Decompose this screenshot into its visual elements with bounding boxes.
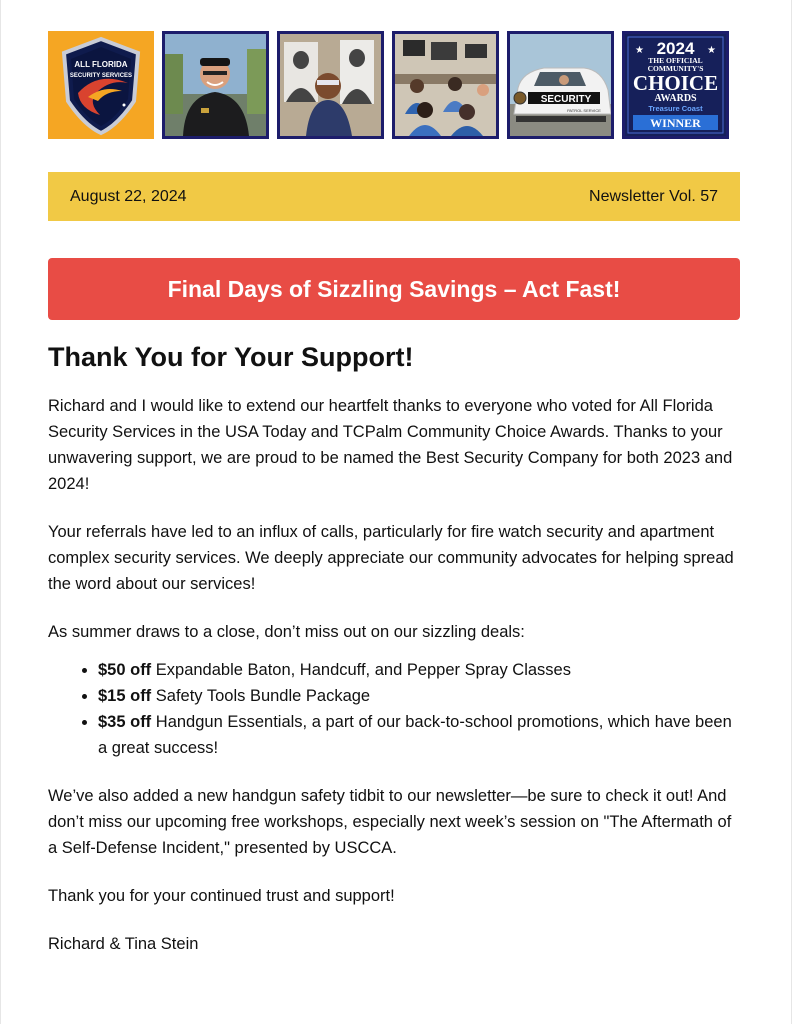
car-sign-text: SECURITY xyxy=(540,94,592,105)
photo-target-practice[interactable] xyxy=(277,31,384,139)
classroom-photo-icon xyxy=(395,34,496,136)
paragraph-workshops: We’ve also added a new handgun safety tidbit to our newsletter—be sure to check it out! And don’t miss our upcoming free workshops, especially next week’s session on "The Aftermath of a Self-Defense Incident," presented by USCCA. xyxy=(48,787,732,857)
logo-text-bottom: SECURITY SERVICES xyxy=(69,73,133,79)
award-choice: CHOICE xyxy=(632,71,719,95)
target-photo-icon xyxy=(280,34,381,136)
award-awards: AWARDS xyxy=(654,93,697,104)
svg-text:★: ★ xyxy=(707,45,716,56)
patrol-car-icon xyxy=(510,34,611,136)
deal-item xyxy=(98,709,740,761)
deal-discount: $50 off xyxy=(98,661,152,679)
promo-banner-text: Final Days of Sizzling Savings – Act Fast! xyxy=(167,275,621,302)
newsletter-date: August 22, 2024 xyxy=(70,187,187,205)
award-winner: WINNER xyxy=(650,116,701,130)
newsletter-volume: Newsletter Vol. 57 xyxy=(589,187,718,205)
paragraph-deals-intro: As summer draws to a close, don’t miss out on our sizzling deals: xyxy=(48,623,525,641)
page-border-left xyxy=(0,0,1,1024)
paragraph-referrals: Your referrals have led to an influx of calls, particularly for fire watch security and apartment complex security services. We deeply appreciate our community advocates for helping spread the word about our services! xyxy=(48,523,734,593)
deals-list xyxy=(48,657,740,761)
award-region: Treasure Coast xyxy=(648,104,703,113)
photo-officer[interactable] xyxy=(162,31,269,139)
newsletter-body xyxy=(48,336,740,979)
officer-photo-icon xyxy=(165,34,266,136)
deal-item xyxy=(98,657,740,683)
award-line1: THE OFFICIAL xyxy=(648,56,703,65)
deal-description: Handgun Essentials, a part of our back-to-school promotions, which have been a great success! xyxy=(98,713,732,757)
signature: Richard & Tina Stein xyxy=(48,935,199,953)
community-choice-award-icon xyxy=(625,34,726,136)
header-image-strip xyxy=(48,31,729,139)
deal-description: Safety Tools Bundle Package xyxy=(151,687,371,705)
promo-banner[interactable] xyxy=(48,258,740,320)
award-line2: COMMUNITY'S xyxy=(647,64,704,73)
award-badge[interactable] xyxy=(622,31,729,139)
article-title: Thank You for Your Support! xyxy=(48,342,414,372)
deal-discount: $35 off xyxy=(98,713,152,731)
car-sub-text: PATROL SERVICE xyxy=(567,108,601,113)
photo-patrol-car[interactable] xyxy=(507,31,614,139)
award-year: 2024 xyxy=(656,39,695,58)
company-logo[interactable] xyxy=(48,31,154,139)
shield-logo-icon xyxy=(48,31,154,139)
deal-description: Expandable Baton, Handcuff, and Pepper Spray Classes xyxy=(151,661,571,679)
date-bar xyxy=(48,172,740,221)
paragraph-closing: Thank you for your continued trust and support! xyxy=(48,887,395,905)
deal-item xyxy=(98,683,740,709)
photo-classroom[interactable] xyxy=(392,31,499,139)
deal-discount: $15 off xyxy=(98,687,152,705)
svg-text:★: ★ xyxy=(635,45,644,56)
paragraph-thanks: Richard and I would like to extend our heartfelt thanks to everyone who voted for All Florida Security Services in the USA Today and TCPalm Community Choice Awards. Thanks to your unwavering support, we are proud to be named the Best Security Company for both 2023 and 2024! xyxy=(48,397,733,493)
logo-text-top: ALL FLORIDA xyxy=(74,60,128,69)
